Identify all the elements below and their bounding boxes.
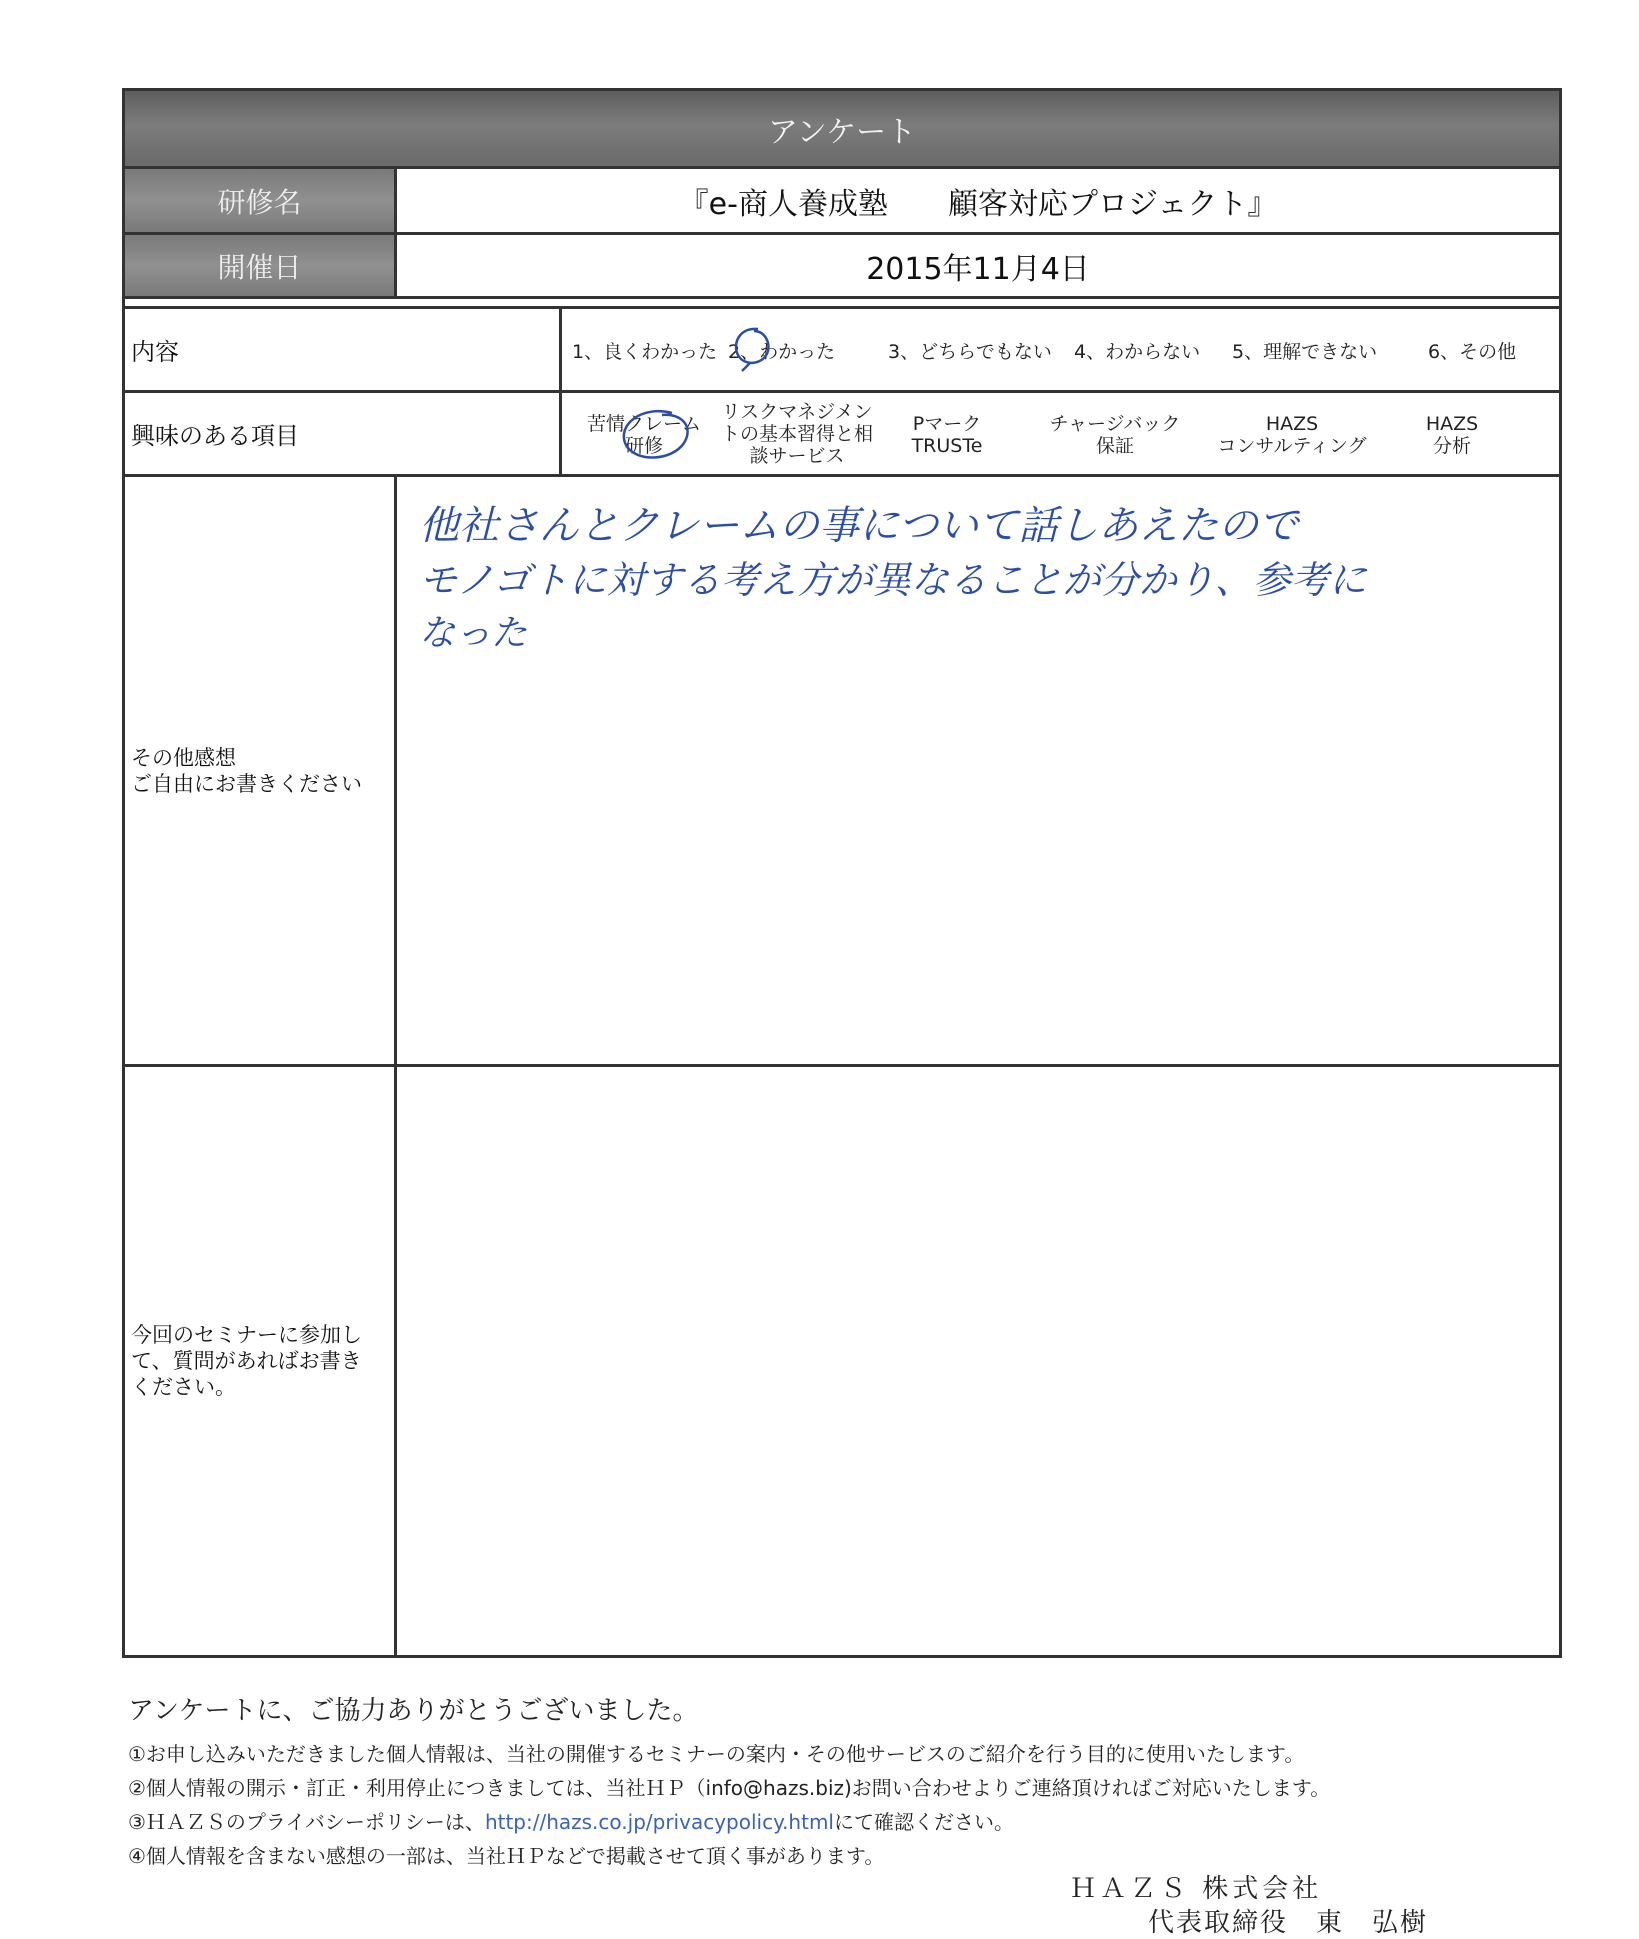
event-date: 2015年11月4日 <box>866 251 1090 287</box>
survey-form <box>122 88 1562 1658</box>
privacy-note-1: ①お申し込みいただきました個人情報は、当社の開催するセミナーの案内・その他サービスのご紹介を行う目的に使用いたします。 <box>128 1742 1305 1766</box>
content-row <box>125 309 1559 393</box>
comment-label: その他感想 ご自由にお書きください <box>125 477 397 1064</box>
question-label: 今回のセミナーに参加し て、質問があればお書き ください。 <box>125 1067 397 1655</box>
course-row <box>125 169 1559 235</box>
interest-item-risk[interactable]: リスクマネジメン トの基本習得と相 談サービス <box>720 401 873 467</box>
content-option-1[interactable]: 1、良くわかった <box>572 341 718 363</box>
content-option-4[interactable]: 4、わからない <box>1074 341 1201 363</box>
content-option-6[interactable]: 6、その他 <box>1428 341 1517 363</box>
interest-item-claim[interactable]: 苦情クレーム 研修 <box>586 413 701 457</box>
comment-row <box>125 477 1559 1067</box>
date-row <box>125 235 1559 299</box>
date-label: 開催日 <box>125 235 397 296</box>
interest-item-chargeback[interactable]: チャージバック 保証 <box>1049 413 1181 457</box>
interest-row <box>125 393 1559 477</box>
privacy-note-4: ④個人情報を含まない感想の一部は、当社ＨＰなどで掲載させて頂く事があります。 <box>128 1844 885 1868</box>
form-header <box>125 91 1559 169</box>
handwritten-comment <box>413 495 1533 655</box>
interest-item-analysis[interactable]: HAZS 分析 <box>1425 413 1479 457</box>
interest-item-consulting[interactable]: HAZS コンサルティング <box>1217 413 1367 457</box>
handwritten-line-3: なった <box>419 613 528 654</box>
course-name: 『e-商人養成塾 顧客対応プロジェクト』 <box>678 186 1278 222</box>
handwritten-line-1: 他社さんとクレームの事について話しあえたので <box>419 503 1299 549</box>
interest-item-pmark[interactable]: Pマーク TRUSTe <box>911 413 983 457</box>
content-label: 内容 <box>125 309 562 390</box>
content-option-5[interactable]: 5、理解できない <box>1232 341 1378 363</box>
spacer <box>125 299 1559 309</box>
selection-circle-content <box>728 323 780 373</box>
interest-options <box>562 393 1559 474</box>
question-field[interactable] <box>397 1067 1559 1655</box>
content-option-3[interactable]: 3、どちらでもない <box>888 341 1052 363</box>
company-name: ＨＡＺＳ 株式会社 <box>1070 1874 1323 1904</box>
representative-name: 代表取締役 東 弘樹 <box>1148 1908 1429 1938</box>
privacy-note-3: ③ＨＡＺＳのプライバシーポリシーは、http://hazs.co.jp/privacypolicy.htmlにて確認ください。 <box>128 1810 1014 1834</box>
footer <box>128 1690 1548 1873</box>
content-option-2[interactable]: 2、わかった <box>728 341 836 363</box>
interest-label: 興味のある項目 <box>125 393 562 474</box>
course-label: 研修名 <box>125 169 397 232</box>
form-title: アンケート <box>767 114 917 150</box>
privacy-policy-link[interactable]: http://hazs.co.jp/privacypolicy.html <box>484 1810 834 1834</box>
content-options <box>562 309 1559 390</box>
selection-circle-interest <box>612 403 702 469</box>
privacy-note-2: ②個人情報の開示・訂正・利用停止につきましては、当社ＨＰ（info@hazs.biz)お問い合わせよりご連絡頂ければご対応いたします。 <box>128 1776 1331 1800</box>
comment-field[interactable] <box>397 477 1559 1064</box>
question-row <box>125 1067 1559 1655</box>
thanks-message: アンケートに、ご協力ありがとうございました。 <box>128 1696 699 1726</box>
handwritten-line-2: モノゴトに対する考え方が異なることが分かり、参考に <box>419 558 1367 602</box>
